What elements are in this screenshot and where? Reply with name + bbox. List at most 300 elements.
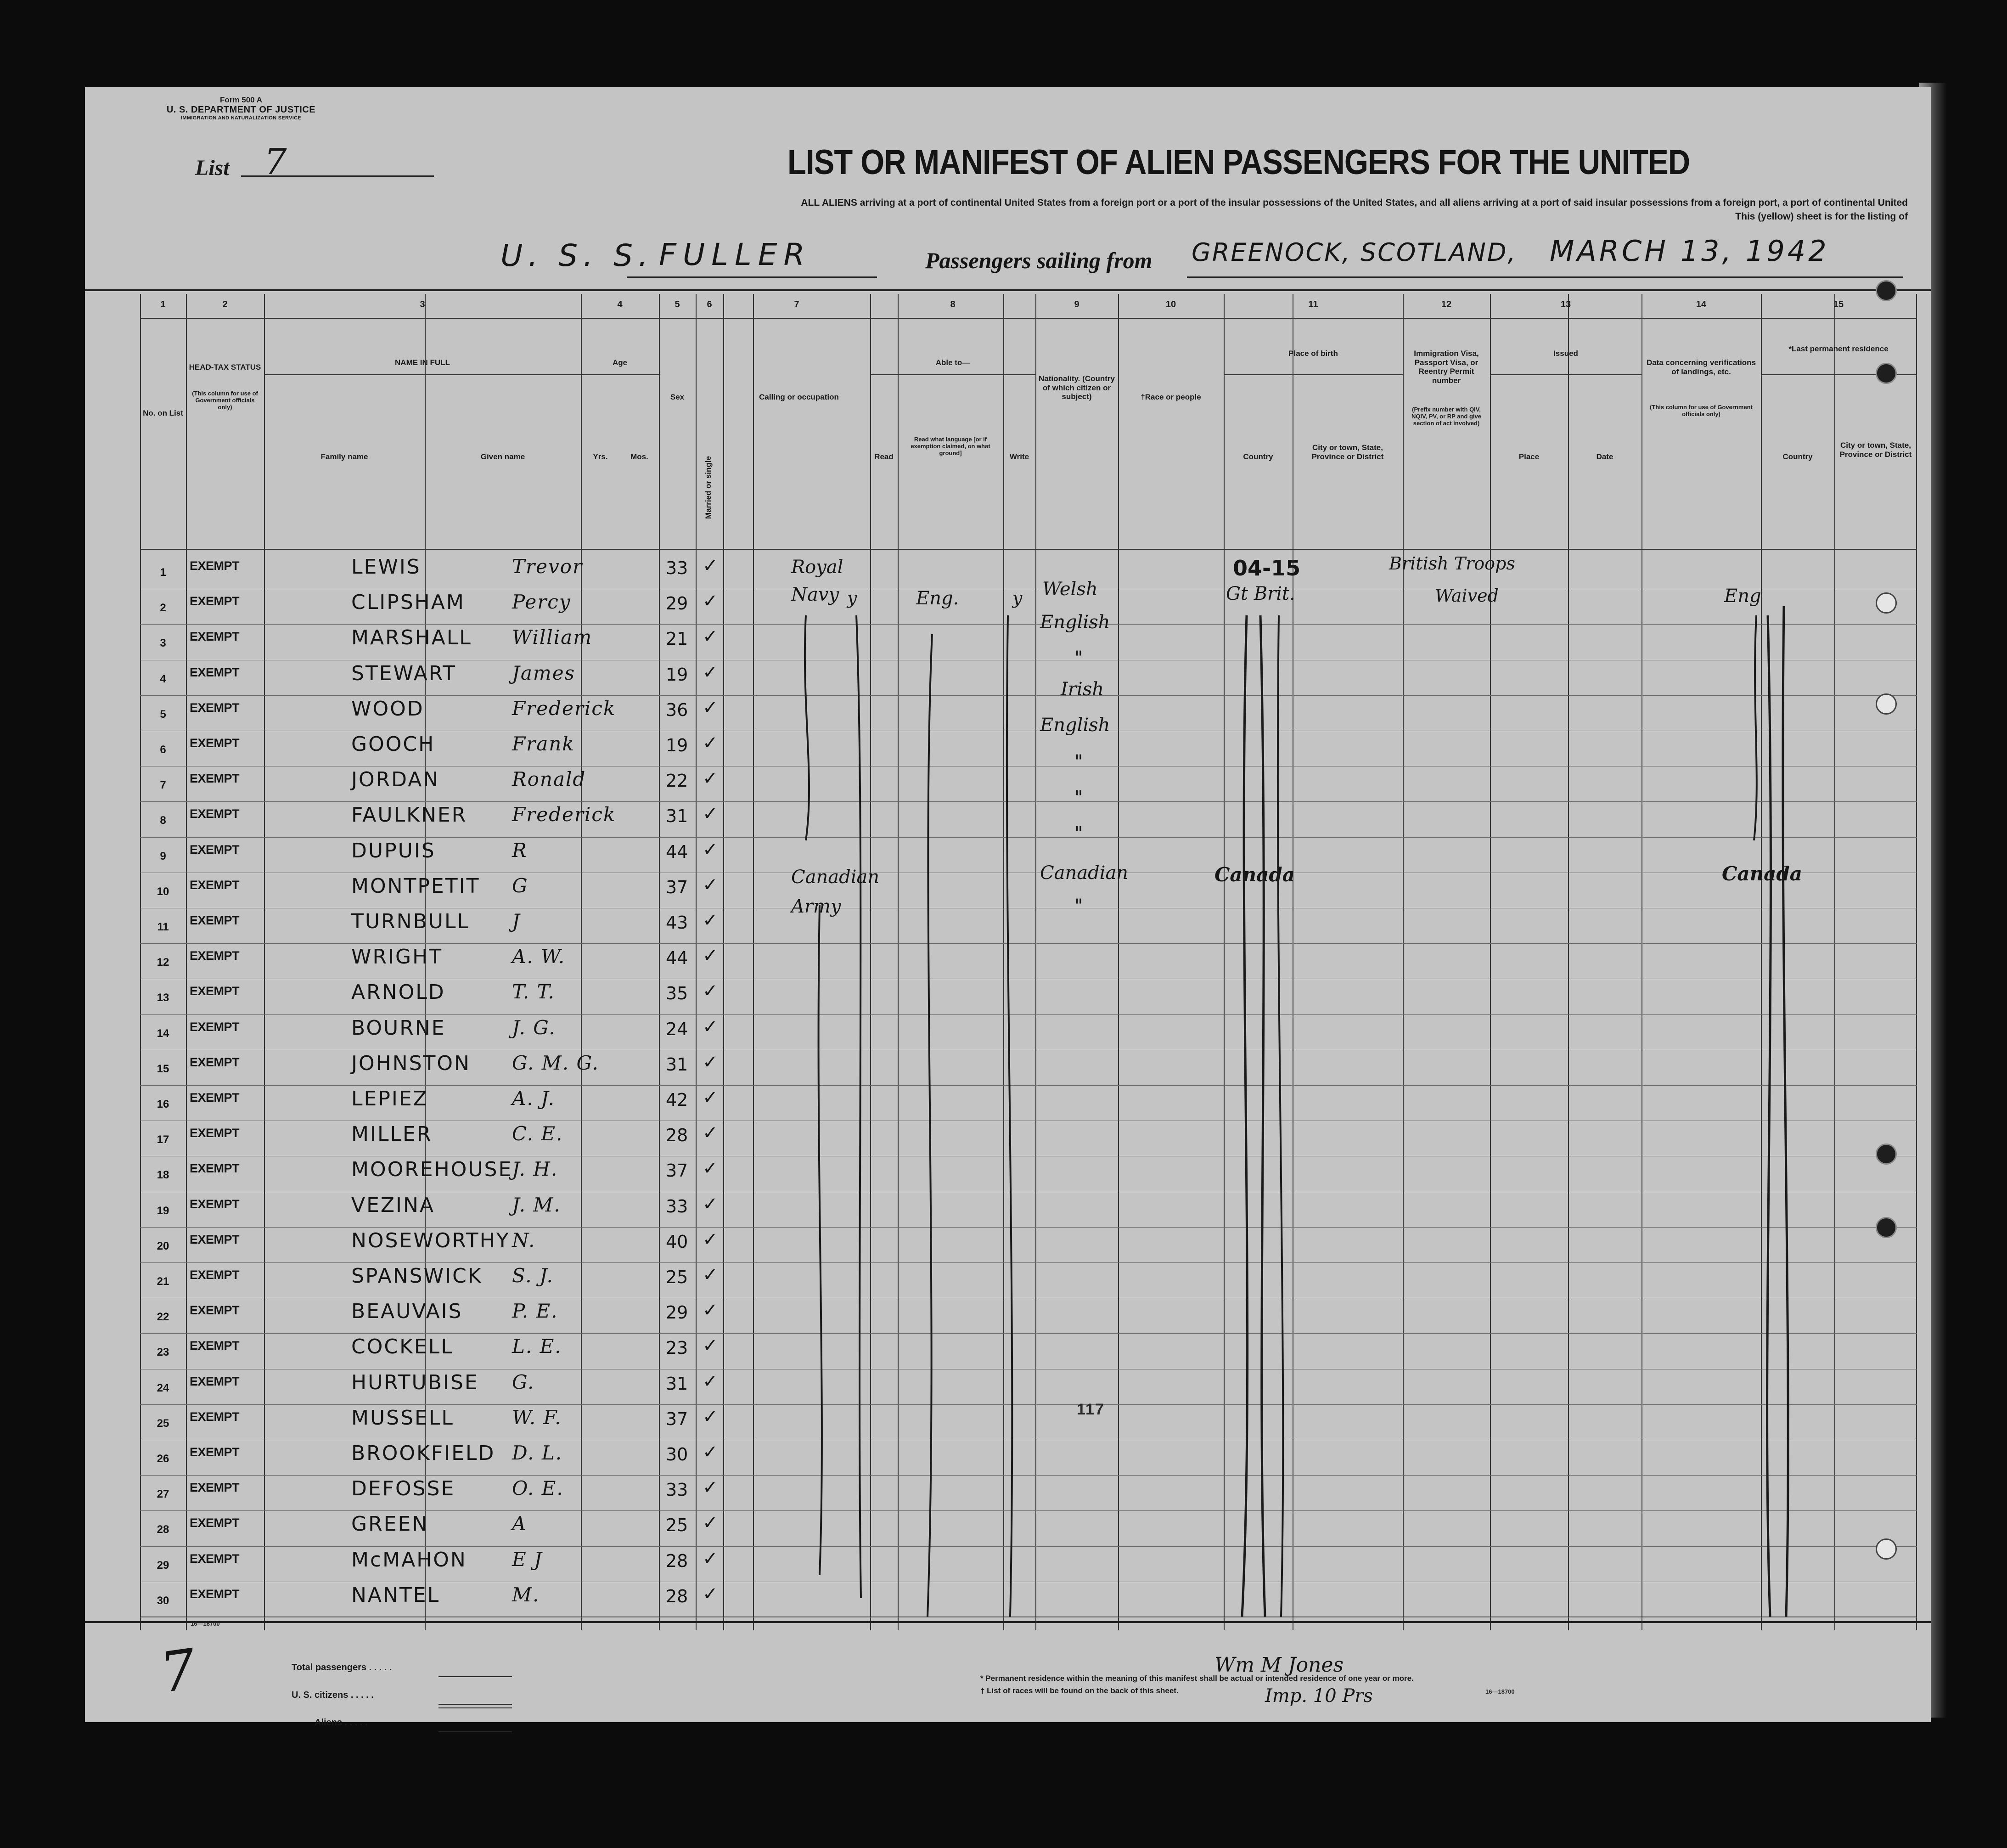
colnum-9: 9 xyxy=(1074,299,1079,310)
family-name: CLIPSHAM xyxy=(351,591,465,614)
head-tax-status: EXEMPT xyxy=(190,1374,240,1388)
family-name: LEPIEZ xyxy=(351,1087,428,1110)
age-years: 25 xyxy=(666,1267,688,1287)
aliens-line xyxy=(439,1731,512,1732)
ditto-stroke xyxy=(1242,615,1248,1617)
head-tax-status: EXEMPT xyxy=(190,772,240,786)
family-name: LEWIS xyxy=(351,555,421,579)
given-name: Ronald xyxy=(512,768,586,791)
ship-line xyxy=(627,276,877,278)
hdr-visa: Immigration Visa, Passport Visa, or Reentry Permit number xyxy=(1414,349,1479,385)
hdr-birth-country: Country xyxy=(1243,452,1273,461)
ditto-mark: " xyxy=(1074,648,1083,669)
service-name: IMMIGRATION AND NATURALIZATION SERVICE xyxy=(181,115,301,121)
family-name: HURTUBISE xyxy=(351,1370,479,1394)
row-number: 28 xyxy=(157,1523,169,1536)
footer-rule xyxy=(85,1621,1931,1623)
age-years: 31 xyxy=(666,1054,688,1075)
head-tax-status: EXEMPT xyxy=(190,1445,240,1459)
hdr-head-tax-note: (This column for use of Government officials only) xyxy=(192,390,258,411)
manifest-title: LIST OR MANIFEST OF ALIEN PASSENGERS FOR THE UNITED xyxy=(787,143,1690,182)
age-years: 33 xyxy=(666,1480,688,1500)
head-tax-status: EXEMPT xyxy=(190,1587,240,1601)
row-number: 10 xyxy=(157,885,169,898)
binder-hole xyxy=(1876,363,1897,384)
head-tax-status: EXEMPT xyxy=(190,1020,240,1034)
ditto-stroke xyxy=(1767,615,1771,1617)
check-mark: ✓ xyxy=(703,874,718,895)
hdr-write: Write xyxy=(1009,452,1029,461)
given-name: J. G. xyxy=(512,1016,556,1039)
visa-british-troops: British Troops xyxy=(1389,553,1515,574)
ditto-stroke xyxy=(856,615,861,1598)
check-mark: ✓ xyxy=(703,981,718,1002)
ditto-stroke xyxy=(1007,615,1012,1617)
age-years: 19 xyxy=(666,664,688,685)
check-mark: ✓ xyxy=(703,910,718,930)
head-tax-status: EXEMPT xyxy=(190,1232,240,1246)
row-number: 17 xyxy=(157,1133,169,1146)
colnum-7: 7 xyxy=(794,299,799,310)
check-mark: ✓ xyxy=(703,1123,718,1144)
row-number: 8 xyxy=(160,814,166,827)
colnum-12: 12 xyxy=(1441,299,1452,310)
row-number: 14 xyxy=(157,1027,169,1040)
binder-hole xyxy=(1876,1217,1897,1238)
given-name: Frederick xyxy=(512,803,616,826)
head-tax-status: EXEMPT xyxy=(190,594,240,608)
check-mark: ✓ xyxy=(703,1016,718,1037)
total-passengers-line xyxy=(439,1676,512,1677)
hdr-last-residence: *Last permanent residence xyxy=(1788,344,1889,353)
family-name: McMAHON xyxy=(351,1548,467,1572)
given-name: William xyxy=(512,626,593,649)
family-name: BROOKFIELD xyxy=(351,1442,495,1465)
age-years: 28 xyxy=(666,1125,688,1146)
header-rule xyxy=(85,289,1931,291)
hdr-res-country: Country xyxy=(1782,452,1813,461)
given-name: S. J. xyxy=(512,1264,554,1287)
hdr-read-what: Read what language [or if exemption claimed, on what ground] xyxy=(911,436,990,456)
inspector-note: Imp. 10 Prs xyxy=(1265,1685,1373,1707)
family-name: NOSEWORTHY xyxy=(351,1228,510,1252)
head-tax-status: EXEMPT xyxy=(190,1161,240,1176)
hdr-read: Read xyxy=(874,452,894,461)
departure-port: GREENOCK, SCOTLAND, xyxy=(1192,238,1517,267)
check-mark: ✓ xyxy=(703,1158,718,1179)
total-passengers-label: Total passengers . . . . . xyxy=(292,1662,392,1673)
sailing-line xyxy=(85,234,1931,285)
check-mark: ✓ xyxy=(703,1194,718,1214)
race-stamp: 117 xyxy=(1077,1401,1105,1418)
family-name: MUSSELL xyxy=(351,1406,454,1430)
form-header xyxy=(145,96,337,121)
ditto-stroke xyxy=(805,615,809,840)
ditto-mark: " xyxy=(1074,787,1083,808)
row-number: 1 xyxy=(160,566,166,579)
nationality-welsh: Welsh xyxy=(1042,579,1098,600)
language-english: Eng. xyxy=(916,588,959,609)
head-tax-status: EXEMPT xyxy=(190,665,240,679)
table-serial: 16—18700 xyxy=(191,1620,220,1627)
given-name: W. F. xyxy=(512,1406,562,1429)
age-years: 23 xyxy=(666,1338,688,1358)
given-name: T. T. xyxy=(512,980,555,1003)
colnum-4: 4 xyxy=(617,299,623,310)
hdr-age: Age xyxy=(612,358,628,367)
check-mark: ✓ xyxy=(703,768,718,789)
family-name: TURNBULL xyxy=(351,910,470,933)
head-tax-status: EXEMPT xyxy=(190,807,240,821)
family-name: MILLER xyxy=(351,1122,433,1146)
colnum-1: 1 xyxy=(160,299,166,310)
age-years: 29 xyxy=(666,1302,688,1323)
head-tax-status: EXEMPT xyxy=(190,1409,240,1424)
head-tax-status: EXEMPT xyxy=(190,1091,240,1104)
age-years: 21 xyxy=(666,629,688,649)
head-tax-status: EXEMPT xyxy=(190,1303,240,1318)
given-name: Frederick xyxy=(512,697,616,720)
row-number: 16 xyxy=(157,1098,169,1110)
list-label: List xyxy=(195,156,230,180)
birth-canada: Canada xyxy=(1214,863,1295,886)
age-years: 36 xyxy=(666,699,688,720)
head-tax-status: EXEMPT xyxy=(190,1516,240,1530)
check-mark: ✓ xyxy=(703,804,718,824)
check-mark: ✓ xyxy=(703,626,718,647)
family-name: DEFOSSE xyxy=(351,1477,455,1501)
check-mark: ✓ xyxy=(703,1052,718,1072)
hdr-race: †Race or people xyxy=(1141,393,1201,401)
family-name: SPANSWICK xyxy=(351,1264,483,1288)
given-name: A xyxy=(512,1512,527,1535)
check-mark: ✓ xyxy=(703,1300,718,1321)
row-number: 20 xyxy=(157,1240,169,1252)
check-mark: ✓ xyxy=(703,1442,718,1462)
ditto-mark: " xyxy=(1074,896,1083,917)
check-mark: ✓ xyxy=(703,697,718,718)
hdr-res-city: City or town, State, Province or District xyxy=(1839,441,1912,459)
tally-mark: 7 xyxy=(156,1637,200,1706)
form-number: Form 500 A xyxy=(220,96,262,104)
read-yes: y xyxy=(847,588,857,608)
given-name: G xyxy=(512,874,528,897)
colnum-6: 6 xyxy=(707,299,712,310)
head-tax-status: EXEMPT xyxy=(190,700,240,715)
nationality-canadian: Canadian xyxy=(1040,862,1129,884)
age-years: 19 xyxy=(666,735,688,755)
age-years: 37 xyxy=(666,1161,688,1181)
hdr-no-on-list: No. on List xyxy=(143,409,183,417)
age-years: 44 xyxy=(666,948,688,969)
age-years: 42 xyxy=(666,1090,688,1110)
hdr-place-of-birth: Place of birth xyxy=(1288,349,1338,358)
age-years: 37 xyxy=(666,1409,688,1429)
check-mark: ✓ xyxy=(703,1265,718,1285)
footer-serial: 16—18700 xyxy=(1485,1688,1515,1695)
birth-code: 04-15 xyxy=(1233,556,1301,580)
age-years: 44 xyxy=(666,841,688,862)
given-name: E J xyxy=(512,1548,543,1571)
row-number: 3 xyxy=(160,637,166,650)
family-name: COCKELL xyxy=(351,1335,454,1359)
age-years: 40 xyxy=(666,1231,688,1252)
given-name: A. W. xyxy=(512,945,566,968)
age-years: 43 xyxy=(666,913,688,933)
colnum-8: 8 xyxy=(950,299,956,310)
family-name: STEWART xyxy=(351,661,457,685)
given-name: P. E. xyxy=(512,1300,558,1323)
row-number: 11 xyxy=(157,921,169,933)
row-number: 25 xyxy=(157,1417,169,1430)
check-mark: ✓ xyxy=(703,556,718,576)
residence-canada: Canada xyxy=(1722,862,1802,885)
head-tax-status: EXEMPT xyxy=(190,1481,240,1495)
row-number: 13 xyxy=(157,992,169,1004)
hdr-family-name: Family name xyxy=(320,452,368,461)
nationality-irish: Irish xyxy=(1061,679,1104,700)
hdr-head-tax: HEAD-TAX STATUS xyxy=(189,363,261,372)
list-number: 7 xyxy=(264,141,287,183)
nationality-english-2: English xyxy=(1040,715,1110,736)
family-name: MOOREHOUSE xyxy=(351,1158,513,1182)
colnum-10: 10 xyxy=(1165,299,1176,310)
family-name: BEAUVAIS xyxy=(351,1300,463,1324)
colnum-13: 13 xyxy=(1560,299,1571,310)
given-name: Trevor xyxy=(512,555,583,578)
given-name: N. xyxy=(512,1228,536,1251)
occupation-canadian-army: Canadian Army xyxy=(791,867,880,917)
ditto-stroke xyxy=(1783,606,1788,1617)
check-mark: ✓ xyxy=(703,733,718,753)
age-years: 29 xyxy=(666,593,688,614)
us-citizens-line-2 xyxy=(439,1707,512,1708)
hdr-issued: Issued xyxy=(1553,349,1578,358)
given-name: G. xyxy=(512,1370,535,1393)
family-name: DUPUIS xyxy=(351,839,436,862)
manifest-subtitle: ALL ALIENS arriving at a port of continental United States from a foreign port or a port of the insular possessions of the United States, and all aliens arriving at a port of said insular possessions from a foreign port, a port of continental United xyxy=(801,197,1908,208)
age-years: 37 xyxy=(666,877,688,897)
visa-waived: Waived xyxy=(1435,586,1499,606)
ditto-stroke xyxy=(819,905,822,1575)
sailing-date: MARCH 13, 1942 xyxy=(1550,234,1829,268)
ship-name: FULLER xyxy=(659,237,811,272)
given-name: A. J. xyxy=(512,1087,555,1110)
given-name: J. M. xyxy=(512,1193,561,1216)
check-mark: ✓ xyxy=(703,1477,718,1498)
family-name: GOOCH xyxy=(351,732,435,756)
hdr-name-in-full: NAME IN FULL xyxy=(395,358,450,367)
head-tax-status: EXEMPT xyxy=(190,1126,240,1140)
given-name: O. E. xyxy=(512,1477,564,1500)
age-years: 31 xyxy=(666,806,688,827)
age-years: 24 xyxy=(666,1019,688,1039)
hdr-sex: Sex xyxy=(670,393,685,401)
head-tax-status: EXEMPT xyxy=(190,913,240,927)
hdr-issued-place: Place xyxy=(1518,452,1540,461)
row-number: 24 xyxy=(157,1381,169,1394)
head-tax-status: EXEMPT xyxy=(190,1055,240,1069)
footnote-residence: * Permanent residence within the meaning of this manifest shall be actual or intended residence of one year or more. xyxy=(980,1674,1414,1683)
head-tax-status: EXEMPT xyxy=(190,1268,240,1282)
hdr-nationality: Nationality. (Country of which citizen or subject) xyxy=(1039,374,1115,401)
head-tax-status: EXEMPT xyxy=(190,1197,240,1211)
row-number: 2 xyxy=(160,602,166,614)
ditto-stroke xyxy=(1260,615,1265,1617)
hdr-birth-city: City or town, State, Province or District xyxy=(1311,443,1384,461)
ditto-stroke xyxy=(928,634,932,1617)
check-mark: ✓ xyxy=(703,1406,718,1427)
colnum-5: 5 xyxy=(675,299,680,310)
manifest-sheet xyxy=(85,87,1931,1728)
head-tax-status: EXEMPT xyxy=(190,736,240,750)
given-name: James xyxy=(512,661,576,684)
hdr-verifications: Data concerning verifications of landings, etc. xyxy=(1646,358,1756,376)
row-number: 12 xyxy=(157,956,169,969)
nationality-english: English xyxy=(1040,612,1110,633)
check-mark: ✓ xyxy=(703,1513,718,1533)
ditto-stroke xyxy=(1278,615,1283,1617)
check-mark: ✓ xyxy=(703,1583,718,1604)
check-mark: ✓ xyxy=(703,1548,718,1569)
check-mark: ✓ xyxy=(703,1371,718,1392)
age-years: 33 xyxy=(666,1196,688,1217)
given-name: J. H. xyxy=(512,1158,558,1181)
head-tax-status: EXEMPT xyxy=(190,630,240,644)
family-name: VEZINA xyxy=(351,1193,435,1217)
hdr-visa-note: (Prefix number with QIV, NQIV, PV, or RP and give section of act involved) xyxy=(1411,406,1481,427)
head-tax-status: EXEMPT xyxy=(190,949,240,963)
age-years: 33 xyxy=(666,558,688,578)
age-years: 31 xyxy=(666,1373,688,1394)
hdr-married: Married or single xyxy=(704,456,713,519)
given-name: Percy xyxy=(512,591,571,614)
row-number: 29 xyxy=(157,1559,169,1572)
row-number: 21 xyxy=(157,1275,169,1288)
row-number: 30 xyxy=(157,1594,169,1607)
row-number: 7 xyxy=(160,779,166,792)
binder-hole xyxy=(1876,1538,1897,1560)
hdr-issued-date: Date xyxy=(1596,452,1613,461)
check-mark: ✓ xyxy=(703,946,718,966)
row-number: 19 xyxy=(157,1204,169,1217)
aliens-label: Aliens . . . . . xyxy=(315,1718,368,1728)
residence-england: Eng xyxy=(1724,586,1761,607)
colnum-11: 11 xyxy=(1308,299,1318,310)
binder-hole xyxy=(1876,693,1897,715)
hdr-verifications-note: (This column for use of Government officials only) xyxy=(1650,404,1753,417)
row-number: 9 xyxy=(160,850,166,862)
write-yes: y xyxy=(1012,588,1023,608)
head-tax-status: EXEMPT xyxy=(190,1551,240,1566)
colnum-15: 15 xyxy=(1833,299,1844,310)
colnum-14: 14 xyxy=(1696,299,1707,310)
given-name: R xyxy=(512,839,528,862)
hdr-given-name: Given name xyxy=(480,452,525,461)
check-mark: ✓ xyxy=(703,1229,718,1250)
head-tax-status: EXEMPT xyxy=(190,559,240,573)
age-years: 30 xyxy=(666,1444,688,1465)
family-name: MARSHALL xyxy=(351,626,472,650)
given-name: L. E. xyxy=(512,1335,562,1358)
row-number: 6 xyxy=(160,744,166,756)
occupation-royal-navy: Royal Navy xyxy=(791,557,843,605)
given-name: J xyxy=(512,910,521,932)
sailing-label: Passengers sailing from xyxy=(925,248,1152,273)
row-number: 4 xyxy=(160,672,166,685)
row-number: 23 xyxy=(157,1346,169,1359)
given-name: Frank xyxy=(512,732,575,755)
birth-great-britain: Gt Brit. xyxy=(1226,583,1295,604)
hdr-able-to: Able to— xyxy=(935,358,970,367)
family-name: JOHNSTON xyxy=(351,1051,471,1075)
family-name: WOOD xyxy=(351,697,424,721)
manifest-subtitle-2: This (yellow) sheet is for the listing of xyxy=(1735,211,1908,222)
row-number: 18 xyxy=(157,1169,169,1182)
us-citizens-line xyxy=(439,1704,512,1705)
check-mark: ✓ xyxy=(703,1335,718,1356)
age-years: 22 xyxy=(666,771,688,791)
colnum-2: 2 xyxy=(222,299,228,310)
footnote-races: † List of races will be found on the back of this sheet. xyxy=(980,1686,1179,1695)
inspector-signature: Wm M Jones xyxy=(1214,1653,1344,1677)
family-name: ARNOLD xyxy=(351,980,445,1004)
binder-hole xyxy=(1876,1144,1897,1165)
hdr-yrs: Yrs. xyxy=(593,452,608,461)
family-name: BOURNE xyxy=(351,1016,446,1040)
family-name: NANTEL xyxy=(351,1583,440,1607)
head-tax-status: EXEMPT xyxy=(190,878,240,892)
family-name: FAULKNER xyxy=(351,803,467,827)
family-name: GREEN xyxy=(351,1512,429,1536)
ditto-mark: " xyxy=(1074,823,1083,844)
port-line xyxy=(1187,276,1903,278)
us-citizens-label: U. S. citizens . . . . . xyxy=(292,1690,374,1700)
department-name: U. S. DEPARTMENT OF JUSTICE xyxy=(166,105,316,115)
check-mark: ✓ xyxy=(703,662,718,682)
check-mark: ✓ xyxy=(703,1087,718,1108)
ditto-mark: " xyxy=(1074,751,1083,772)
given-name: M. xyxy=(512,1583,540,1606)
ditto-strokes xyxy=(140,294,1917,1630)
hdr-calling: Calling or occupation xyxy=(759,393,839,401)
head-tax-status: EXEMPT xyxy=(190,984,240,998)
family-name: WRIGHT xyxy=(351,945,443,969)
hdr-mos: Mos. xyxy=(630,452,648,461)
head-tax-status: EXEMPT xyxy=(190,842,240,856)
given-name: D. L. xyxy=(512,1442,563,1464)
given-name: C. E. xyxy=(512,1122,563,1145)
age-years: 28 xyxy=(666,1550,688,1571)
colnum-3: 3 xyxy=(420,299,425,310)
age-years: 35 xyxy=(666,983,688,1004)
binder-hole xyxy=(1876,592,1897,614)
check-mark: ✓ xyxy=(703,839,718,860)
family-name: MONTPETIT xyxy=(351,874,480,898)
row-number: 27 xyxy=(157,1488,169,1501)
row-number: 5 xyxy=(160,708,166,721)
binder-hole xyxy=(1876,280,1897,301)
ship-prefix: U. S. S. xyxy=(500,238,653,273)
age-years: 25 xyxy=(666,1515,688,1536)
age-years: 28 xyxy=(666,1586,688,1606)
family-name: JORDAN xyxy=(351,768,440,792)
given-name: G. M. G. xyxy=(512,1051,599,1074)
head-tax-status: EXEMPT xyxy=(190,1339,240,1353)
row-number: 26 xyxy=(157,1453,169,1465)
check-mark: ✓ xyxy=(703,591,718,612)
ditto-stroke xyxy=(1754,615,1757,840)
